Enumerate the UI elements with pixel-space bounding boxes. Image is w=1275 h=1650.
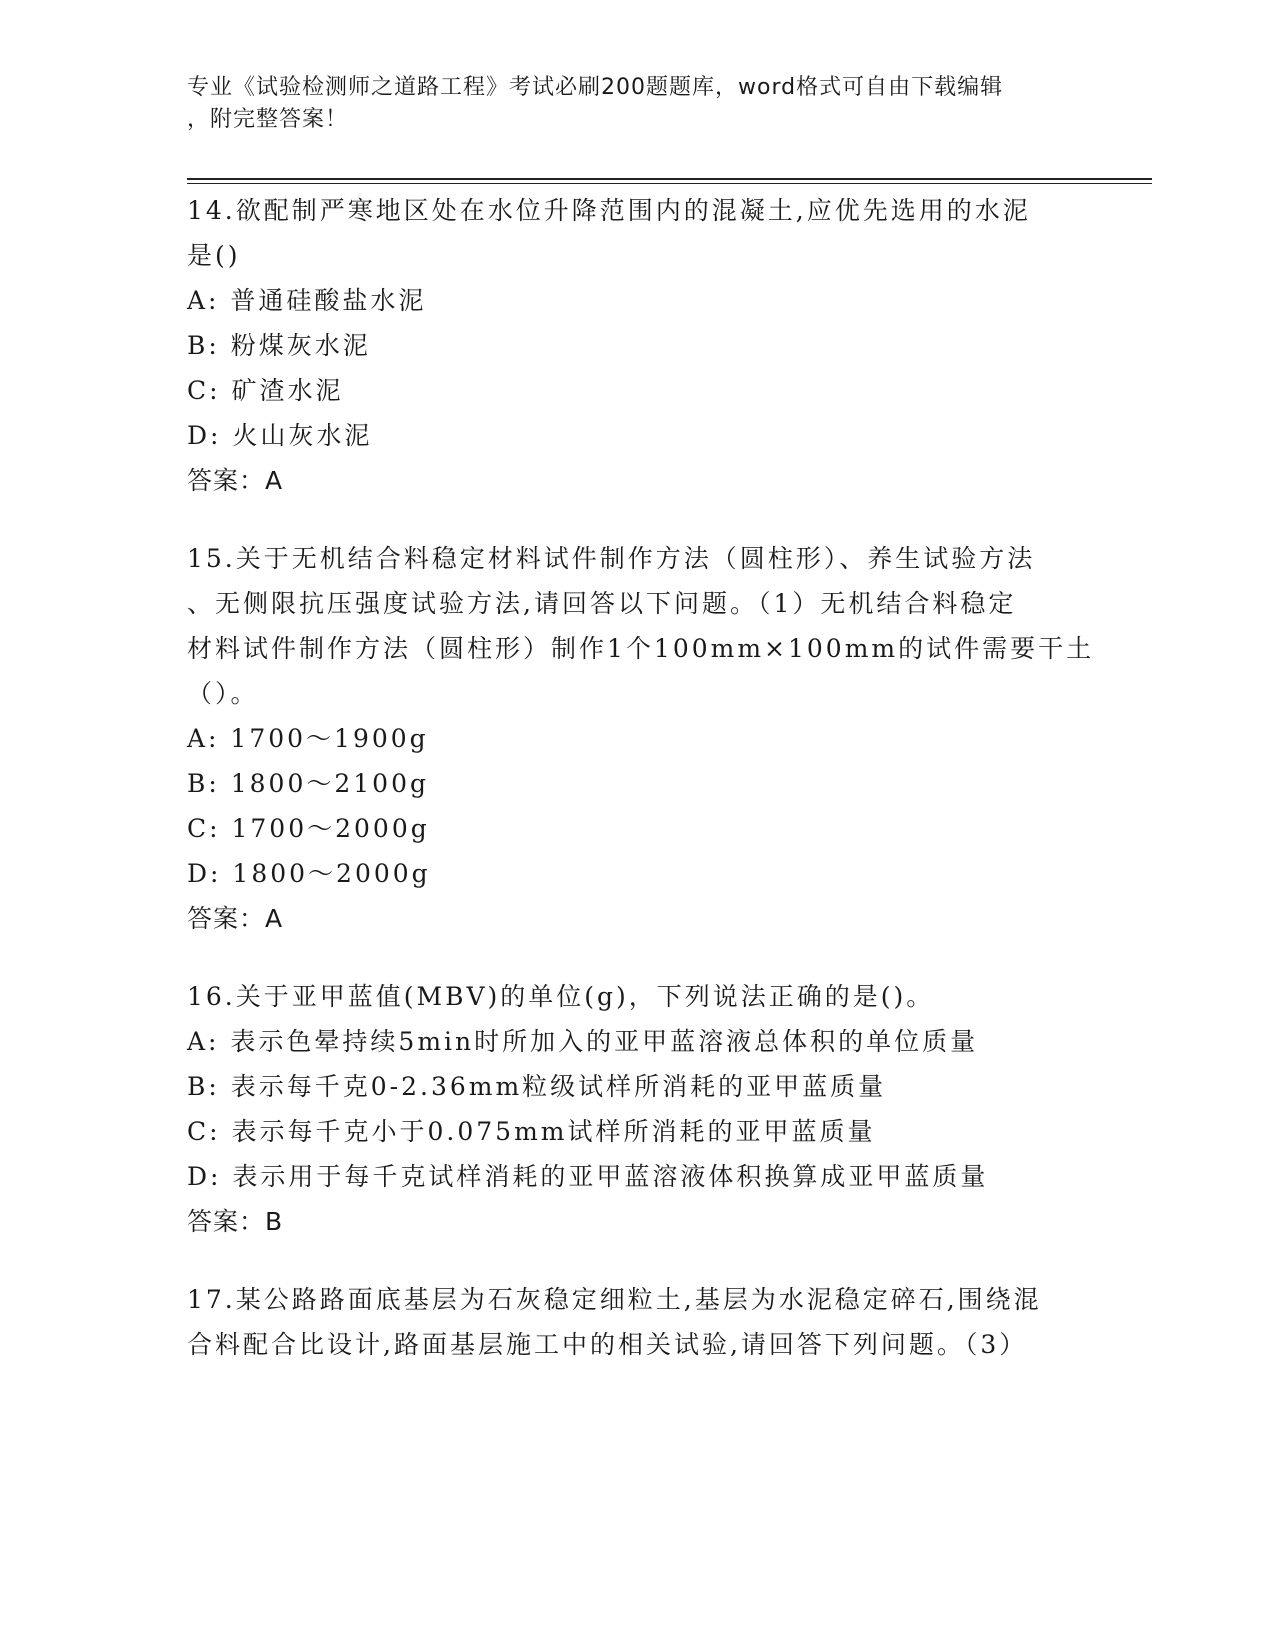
answer: 答案：A xyxy=(187,904,284,933)
document-header xyxy=(187,72,1067,136)
answer: 答案：A xyxy=(187,466,284,495)
question-text: 17.某公路路面底基层为石灰稳定细粒土,基层为水泥稳定碎石,围绕混 xyxy=(187,1285,1042,1314)
question-text: 14.欲配制严寒地区处在水位升降范围内的混凝土,应优先选用的水泥 xyxy=(187,196,1031,225)
question-17 xyxy=(187,1277,1087,1367)
option-c: C: 1700～2000g xyxy=(187,814,430,843)
question-16 xyxy=(187,974,1087,1244)
question-text: （）。 xyxy=(187,679,259,708)
option-b: B: 粉煤灰水泥 xyxy=(187,331,371,360)
header-divider-thin xyxy=(187,183,1152,184)
option-d: D: 表示用于每千克试样消耗的亚甲蓝溶液体积换算成亚甲蓝质量 xyxy=(187,1162,989,1191)
option-a: A: 表示色晕持续5min时所加入的亚甲蓝溶液总体积的单位质量 xyxy=(187,1027,979,1056)
question-15 xyxy=(187,536,1095,941)
question-text: 、无侧限抗压强度试验方法,请回答以下问题。（1）无机结合料稳定 xyxy=(187,589,1017,618)
option-d: D: 1800～2000g xyxy=(187,859,431,888)
question-text: 16.关于亚甲蓝值(MBV)的单位(g)，下列说法正确的是()。 xyxy=(187,982,935,1011)
header-line: ，附完整答案！ xyxy=(187,107,349,132)
option-d: D: 火山灰水泥 xyxy=(187,421,373,450)
question-text: 合料配合比设计,路面基层施工中的相关试验,请回答下列问题。（3） xyxy=(187,1330,1028,1359)
option-c: C: 表示每千克小于0.075mm试样所消耗的亚甲蓝质量 xyxy=(187,1117,876,1146)
option-c: C: 矿渣水泥 xyxy=(187,376,344,405)
question-list xyxy=(187,188,1095,1400)
option-b: B: 表示每千克0-2.36mm粒级试样所消耗的亚甲蓝质量 xyxy=(187,1072,887,1101)
question-text: 是() xyxy=(187,241,241,270)
question-text: 15.关于无机结合料稳定材料试件制作方法（圆柱形）、养生试验方法 xyxy=(187,544,1036,573)
option-a: A: 普通硅酸盐水泥 xyxy=(187,286,427,315)
option-a: A: 1700～1900g xyxy=(187,724,429,753)
header-divider-thick xyxy=(187,178,1152,180)
answer: 答案：B xyxy=(187,1207,284,1236)
question-text: 材料试件制作方法（圆柱形）制作1个100mm×100mm的试件需要干土 xyxy=(187,634,1095,663)
header-line: 专业《试验检测师之道路工程》考试必刷200题题库，word格式可自由下载编辑 xyxy=(187,75,1004,100)
option-b: B: 1800～2100g xyxy=(187,769,429,798)
question-14 xyxy=(187,188,1087,503)
